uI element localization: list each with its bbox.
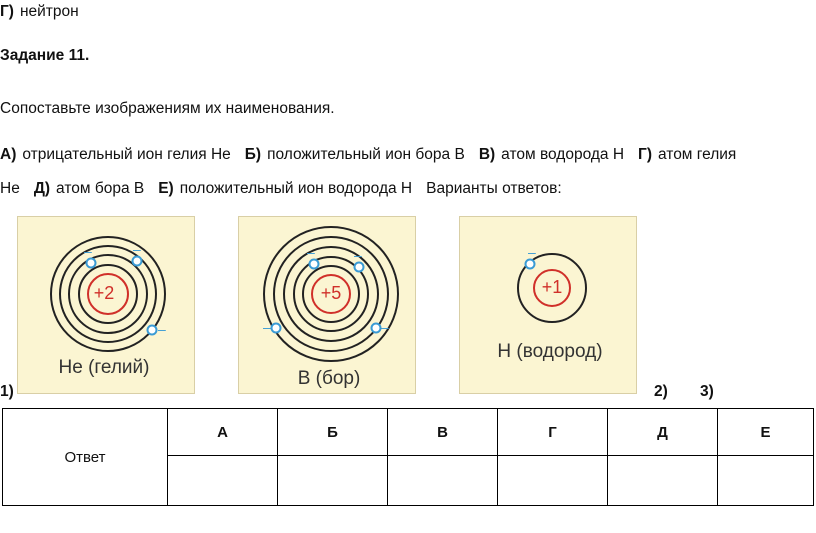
svg-text:–: –	[354, 247, 362, 263]
option-text-v: атом водорода Н	[501, 146, 625, 163]
answer-cell-g[interactable]	[498, 456, 608, 506]
image-caption: Не (гелий)	[58, 357, 150, 378]
option-text-a: отрицательный ион гелия Не	[22, 146, 231, 163]
header-cell-b: Б	[278, 409, 388, 456]
option-text-g: атом гелия	[657, 146, 737, 163]
header-cell-g: Г	[498, 409, 608, 456]
electron-icon	[87, 259, 96, 268]
option-text-b: положительный ион бора В	[267, 146, 465, 163]
option-letter-b: Б)	[244, 146, 262, 163]
nucleus-charge: +2	[93, 283, 115, 303]
options-line-2	[0, 179, 562, 199]
header-cell-a: А	[168, 409, 278, 456]
options-line-1	[0, 145, 736, 165]
option-text-e: положительный ион водорода Н	[179, 180, 413, 197]
image-hydrogen	[459, 216, 637, 394]
svg-text:–: –	[263, 319, 271, 335]
answer-cell-v[interactable]	[388, 456, 498, 506]
answer-row-label: Ответ	[3, 409, 168, 506]
electron-icon	[272, 324, 281, 333]
option-letter-g: Г)	[638, 146, 652, 163]
svg-text:–: –	[381, 319, 389, 335]
answer-cell-b[interactable]	[278, 456, 388, 506]
svg-text:–: –	[528, 244, 536, 260]
answer-cell-e[interactable]	[718, 456, 814, 506]
option-letter-v: В)	[478, 146, 496, 163]
electron-icon	[148, 326, 157, 335]
image-number-1: 1)	[0, 383, 14, 400]
image-caption: Н (водород)	[497, 341, 603, 362]
image-number-2: 2)	[654, 383, 668, 400]
image-boron	[238, 216, 416, 394]
header-cell-e: Е	[718, 409, 814, 456]
svg-text:–: –	[133, 241, 141, 257]
electron-icon	[526, 260, 535, 269]
header-cell-v: В	[388, 409, 498, 456]
image-number-3: 3)	[700, 383, 714, 400]
answer-table	[2, 408, 814, 506]
nucleus-charge: +1	[541, 277, 563, 297]
electron-icon	[310, 260, 319, 269]
task-title: Задание 11.	[0, 47, 90, 64]
electron-icon	[355, 263, 364, 272]
image-caption: В (бор)	[297, 368, 361, 389]
hydrogen-atom-icon	[460, 217, 636, 393]
option-letter-a: А)	[0, 146, 17, 163]
svg-text:–: –	[158, 321, 166, 337]
answer-cell-a[interactable]	[168, 456, 278, 506]
nucleus-charge: +5	[320, 283, 342, 303]
svg-text:–: –	[84, 243, 92, 259]
option-letter-d: Д)	[33, 180, 51, 197]
option-text-d: атом бора В	[56, 180, 145, 197]
previous-option	[0, 2, 79, 22]
option-letter-e: Е)	[158, 180, 174, 197]
image-helium	[17, 216, 195, 394]
boron-atom-icon	[239, 217, 415, 393]
option-letter: Г)	[0, 3, 14, 20]
task-instruction: Сопоставьте изображениям их наименования.	[0, 100, 335, 117]
variants-label: Варианты ответов:	[426, 180, 562, 197]
electron-icon	[133, 257, 142, 266]
svg-text:–: –	[307, 244, 315, 260]
table-header-row	[3, 409, 814, 456]
line2-lead: Не	[0, 180, 20, 197]
option-text: нейтрон	[19, 3, 79, 20]
header-cell-d: Д	[608, 409, 718, 456]
electron-icon	[372, 324, 381, 333]
answer-cell-d[interactable]	[608, 456, 718, 506]
